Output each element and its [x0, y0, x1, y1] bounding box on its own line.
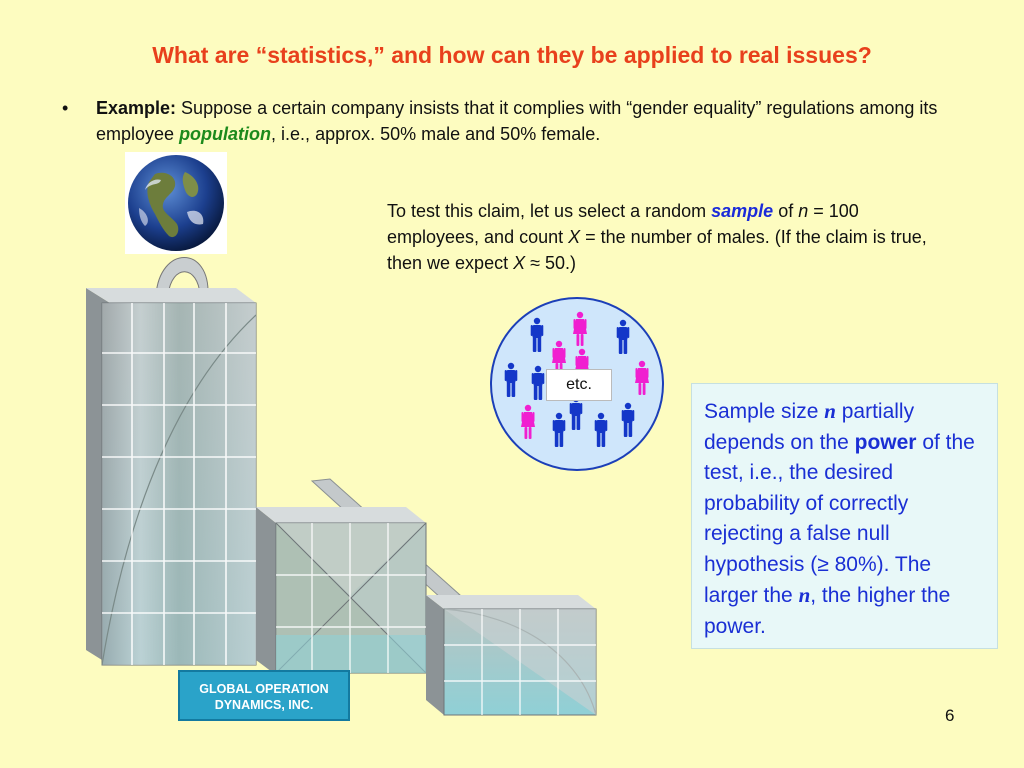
slide-number: 6 [945, 706, 955, 725]
test-text-2: of [773, 201, 799, 221]
example-text-1: Suppose a certain company insists that it complies with “gender equality” regulations among its employee [96, 98, 938, 144]
test-text-5: ≈ 50.) [525, 253, 577, 273]
company-logo [178, 670, 350, 721]
power-n-symbol: n [824, 399, 836, 423]
slide-title: What are “statistics,” and how can they be applied to real issues? [152, 42, 872, 68]
test-text-1: To test this claim, let us select a random [387, 201, 712, 221]
logo-line-2: DYNAMICS, INC. [214, 698, 314, 712]
etc-label: etc. [546, 369, 612, 401]
power-text-2: partially depends on the [704, 400, 915, 454]
logo-line-1: GLOBAL OPERATION [199, 682, 329, 696]
test-text-3: = 100 employees, and count [387, 201, 859, 247]
x-symbol: X [568, 227, 581, 247]
power-term: power [854, 430, 917, 454]
sample-term: sample [711, 201, 774, 221]
power-n-symbol-2: n [798, 583, 811, 607]
n-symbol: n [798, 201, 809, 221]
bullet-dot: • [62, 98, 69, 118]
globe-icon [125, 152, 227, 254]
power-callout [691, 383, 998, 649]
example-label: Example: [96, 98, 177, 118]
x-symbol-2: X [513, 253, 526, 273]
test-text-4: = the number of males. (If the claim is true, then we expect [387, 227, 927, 273]
example-text [96, 95, 976, 147]
example-text-2: , i.e., approx. 50% male and 50% female. [271, 124, 601, 144]
power-text-3: of the test, i.e., the desired probability of correctly rejecting a false null hypothesis (≥ 80%). The larger the [704, 430, 975, 607]
power-text-1: Sample size [704, 400, 825, 423]
power-text-4: , the higher the power. [704, 584, 951, 638]
population-term: population [179, 124, 272, 144]
